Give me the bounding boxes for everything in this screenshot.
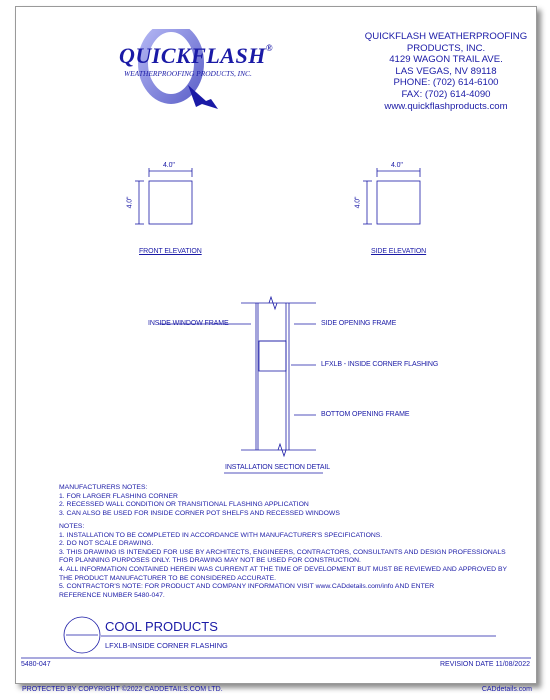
company-phone: PHONE: (702) 614-6100 [393, 77, 499, 89]
product-line: COOL PRODUCTS [105, 619, 218, 634]
company-fax: FAX: (702) 614-4090 [401, 88, 491, 100]
callout-bottom-opening-frame: BOTTOM OPENING FRAME [321, 411, 410, 418]
manufacturer-notes [59, 484, 340, 518]
side-width-dim: 4.0" [391, 162, 403, 169]
company-name-2: PRODUCTS, INC. [406, 42, 486, 54]
callout-side-opening-frame: SIDE OPENING FRAME [321, 320, 397, 327]
note: 5. CONTRACTOR'S NOTE: FOR PRODUCT AND COMPANY INFORMATION VISIT www.CADdetails.com/info AND ENTER [59, 583, 435, 591]
note: 1. INSTALLATION TO BE COMPLETED IN ACCORDANCE WITH MANUFACTURER'S SPECIFICATIONS. [59, 531, 383, 539]
note: FOR PLANNING PURPOSES ONLY. THIS DRAWING MAY NOT BE USED FOR CONSTRUCTION. [59, 557, 361, 565]
revision-date: REVISION DATE 11/08/2022 [439, 661, 530, 668]
logo-brand: QUICKFLASH® [119, 43, 274, 68]
notes-heading: NOTES: [59, 523, 85, 530]
company-info [356, 31, 536, 112]
drawing-title: LFXLB-INSIDE CORNER FLASHING [105, 641, 228, 650]
note: REFERENCE NUMBER 5480-047. [59, 591, 165, 599]
side-elevation-square [377, 181, 420, 224]
side-elevation-title: SIDE ELEVATION [371, 248, 427, 255]
caddetails-link[interactable]: CADdetails.com [481, 686, 532, 693]
note: 4. ALL INFORMATION CONTAINED HEREIN WAS CURRENT AT THE TIME OF DEVELOPMENT BUT MUST BE REVIEWED AND APPROVED BY [59, 565, 508, 573]
manufacturer-note: 2. RECESSED WALL CONDITION OR TRANSITIONAL FLASHING APPLICATION [59, 501, 309, 509]
company-address-2: LAS VEGAS, NV 89118 [395, 65, 497, 77]
company-website[interactable]: www.quickflashproducts.com [384, 100, 508, 112]
note: THE PRODUCT MANUFACTURER TO BE CONSIDERED ACCURATE. [59, 574, 277, 582]
copyright: PROTECTED BY COPYRIGHT ©2022 CADDETAILS.COM LTD. [22, 686, 223, 693]
note: 2. DO NOT SCALE DRAWING. [59, 540, 154, 548]
section-title: INSTALLATION SECTION DETAIL [225, 464, 331, 471]
general-notes [59, 523, 507, 600]
note: 3. THIS DRAWING IS INTENDED FOR USE BY ARCHITECTS, ENGINEERS, CONTRACTORS, CONSULTANTS AND DESIGN PROFESSIONALS [59, 548, 506, 556]
logo-tagline: WEATHERPROOFING PRODUCTS, INC. [124, 69, 252, 78]
front-elevation-square [149, 181, 192, 224]
drawing-sheet [15, 6, 537, 684]
manufacturer-note: 1. FOR LARGER FLASHING CORNER [59, 492, 178, 500]
reference-number: 5480-047 [21, 661, 51, 668]
front-elevation-title: FRONT ELEVATION [139, 248, 202, 255]
company-name: QUICKFLASH WEATHERPROOFING [364, 31, 528, 42]
company-address-1: 4129 WAGON TRAIL AVE. [389, 54, 503, 66]
manufacturer-note: 3. CAN ALSO BE USED FOR INSIDE CORNER POT SHELFS AND RECESSED WINDOWS [59, 509, 340, 517]
manufacturer-notes-heading: MANUFACTURERS NOTES: [59, 484, 148, 491]
company-logo [114, 29, 274, 119]
front-height-dim: 4.0" [126, 196, 134, 209]
side-height-dim: 4.0" [354, 196, 362, 209]
front-width-dim: 4.0" [163, 162, 175, 169]
callout-inside-window-frame: INSIDE WINDOW FRAME [148, 320, 229, 327]
callout-flashing: LFXLB - INSIDE CORNER FLASHING [321, 361, 439, 368]
